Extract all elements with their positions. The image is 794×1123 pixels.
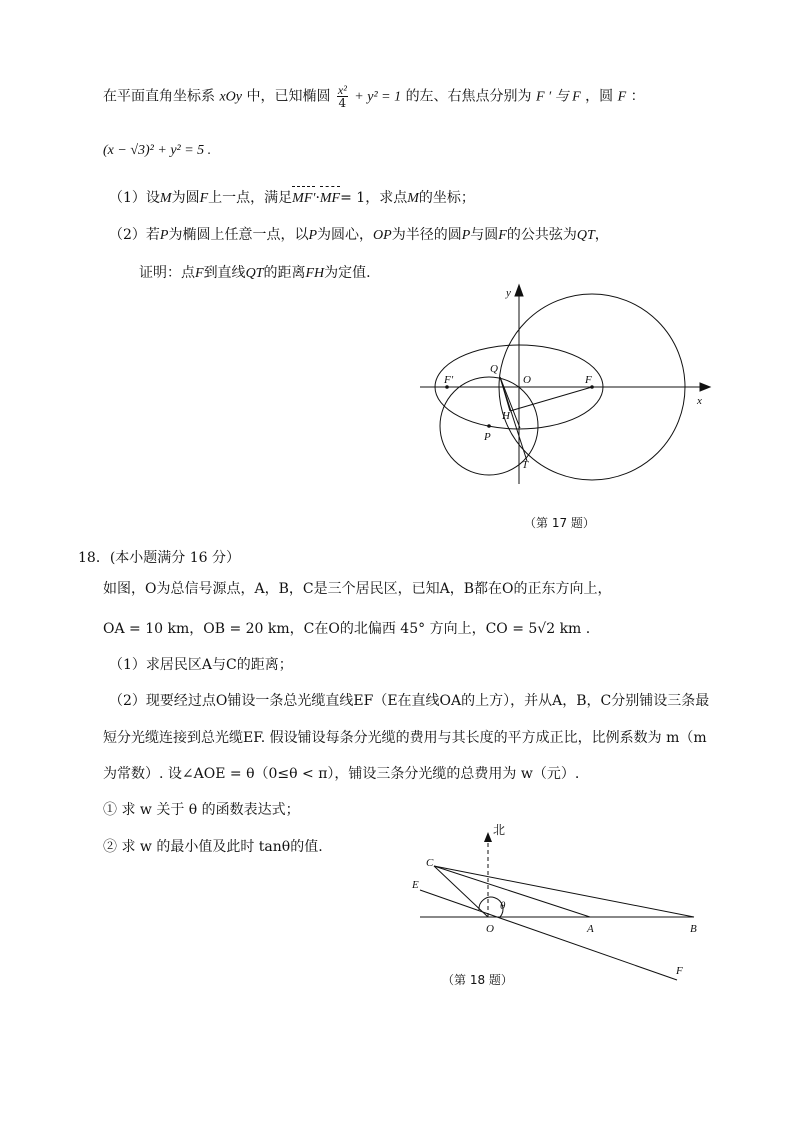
text: ， xyxy=(594,227,609,243)
text: 上一点，满足 xyxy=(208,190,293,206)
fraction-num: x² xyxy=(337,83,347,97)
text: 在平面直角坐标系 xyxy=(103,88,215,105)
var: P xyxy=(159,228,169,243)
label-h: H xyxy=(502,410,510,422)
dot: · xyxy=(315,190,320,206)
label-p: P xyxy=(484,431,491,443)
text: 到直线 xyxy=(203,265,246,281)
coord-system: xOy xyxy=(219,89,242,105)
figure-17 xyxy=(0,0,794,540)
vector-mf-prime: MF′ xyxy=(292,189,315,209)
text: 为圆 xyxy=(171,190,200,206)
p18-line1: 如图，O为总信号源点，A，B，C是三个居民区，已知A，B都在O的正东方向上， xyxy=(103,581,612,597)
p18-line2: OA = 10 km，OB = 20 km，C在O的北偏西 45° 方向上，CO = 5√2 km . xyxy=(103,621,591,637)
label-y: y xyxy=(506,287,511,299)
text: 的距离 xyxy=(263,265,306,281)
label-b: B xyxy=(690,923,697,935)
foci: F ′ 与 F xyxy=(536,89,581,105)
q18-2-line3: 为常数）. 设∠AOE = θ（0≤θ < π），铺设三条分光缆的总费用为 w（元）. xyxy=(103,766,580,782)
var: P xyxy=(308,228,318,243)
problem-18-header: 18．(本小题满分 16 分） xyxy=(78,550,240,566)
label-a: A xyxy=(587,923,594,935)
caption-17: （第 17 题） xyxy=(524,516,595,530)
text: 的公共弦为 xyxy=(506,227,577,243)
line-cb xyxy=(434,866,694,917)
fraction-den: 4 xyxy=(338,96,347,110)
q18-2-line2: 短分光缆连接到总光缆EF. 假设铺设每条分光缆的费用与其长度的平方成正比，比例系数为 m（m xyxy=(103,730,707,746)
label-o: O xyxy=(523,374,531,386)
circle-eq-text: (x − √3)² + y² = 5 . xyxy=(103,143,212,158)
text: 为椭圆上任意一点，以 xyxy=(168,227,309,243)
x-axis-arrow xyxy=(700,383,710,391)
var: OP xyxy=(373,228,392,243)
text: 中，已知椭圆 xyxy=(246,88,331,105)
text: ，圆 xyxy=(585,88,614,105)
q18-2-line1: （2）现要经过点O铺设一条总光缆直线EF（E在直线OA的上方），并从A，B，C分别铺设三条最 xyxy=(109,693,710,709)
label-q: Q xyxy=(490,363,498,375)
var: M xyxy=(159,191,172,206)
label-north: 北 xyxy=(493,823,506,837)
var: QT xyxy=(576,228,595,243)
circle-name: F xyxy=(617,89,627,105)
vector-mf: MF xyxy=(320,189,340,209)
text: 与圆 xyxy=(470,227,499,243)
ellipse-equation: + y² = 1 xyxy=(354,89,402,105)
label-f-prime: F′ xyxy=(444,374,454,386)
var: F xyxy=(498,228,507,243)
label-e: E xyxy=(412,879,419,891)
var: M xyxy=(407,191,419,206)
label-f: F xyxy=(676,965,683,977)
figure-18 xyxy=(0,800,794,1000)
label-theta: θ xyxy=(500,900,506,912)
var: F xyxy=(199,191,209,206)
y-axis-arrow xyxy=(515,285,523,296)
text: 为圆心， xyxy=(317,227,374,243)
text: （1）设 xyxy=(109,190,160,206)
label-x: x xyxy=(697,395,702,407)
q18-sub1: ① 求 w 关于 θ 的函数表达式； xyxy=(103,802,300,818)
text: 证明：点 xyxy=(139,265,195,281)
caption-18: （第 18 题） xyxy=(442,973,513,987)
text: （2）若 xyxy=(109,227,160,243)
var: F xyxy=(195,266,204,281)
var: FH xyxy=(305,266,325,281)
line-co xyxy=(434,866,488,917)
north-arrowhead xyxy=(484,832,492,842)
text: ： xyxy=(630,88,645,105)
label-o: O xyxy=(486,923,494,935)
label-f: F xyxy=(585,374,592,386)
point-p xyxy=(487,424,491,428)
text: 为半径的圆 xyxy=(391,227,462,243)
text: = 1，求点 xyxy=(340,190,408,206)
label-t: T xyxy=(522,459,529,471)
label-c: C xyxy=(426,857,434,869)
var: QT xyxy=(245,266,264,281)
text: 的坐标； xyxy=(418,190,475,206)
q18-1: （1）求居民区A与C的距离； xyxy=(109,657,293,673)
text: 的左、右焦点分别为 xyxy=(405,88,532,105)
var: P xyxy=(461,228,471,243)
q18-sub2: ② 求 w 的最小值及此时 tanθ的值. xyxy=(103,839,323,855)
text: 为定值. xyxy=(324,265,371,281)
line-ca xyxy=(434,866,590,917)
